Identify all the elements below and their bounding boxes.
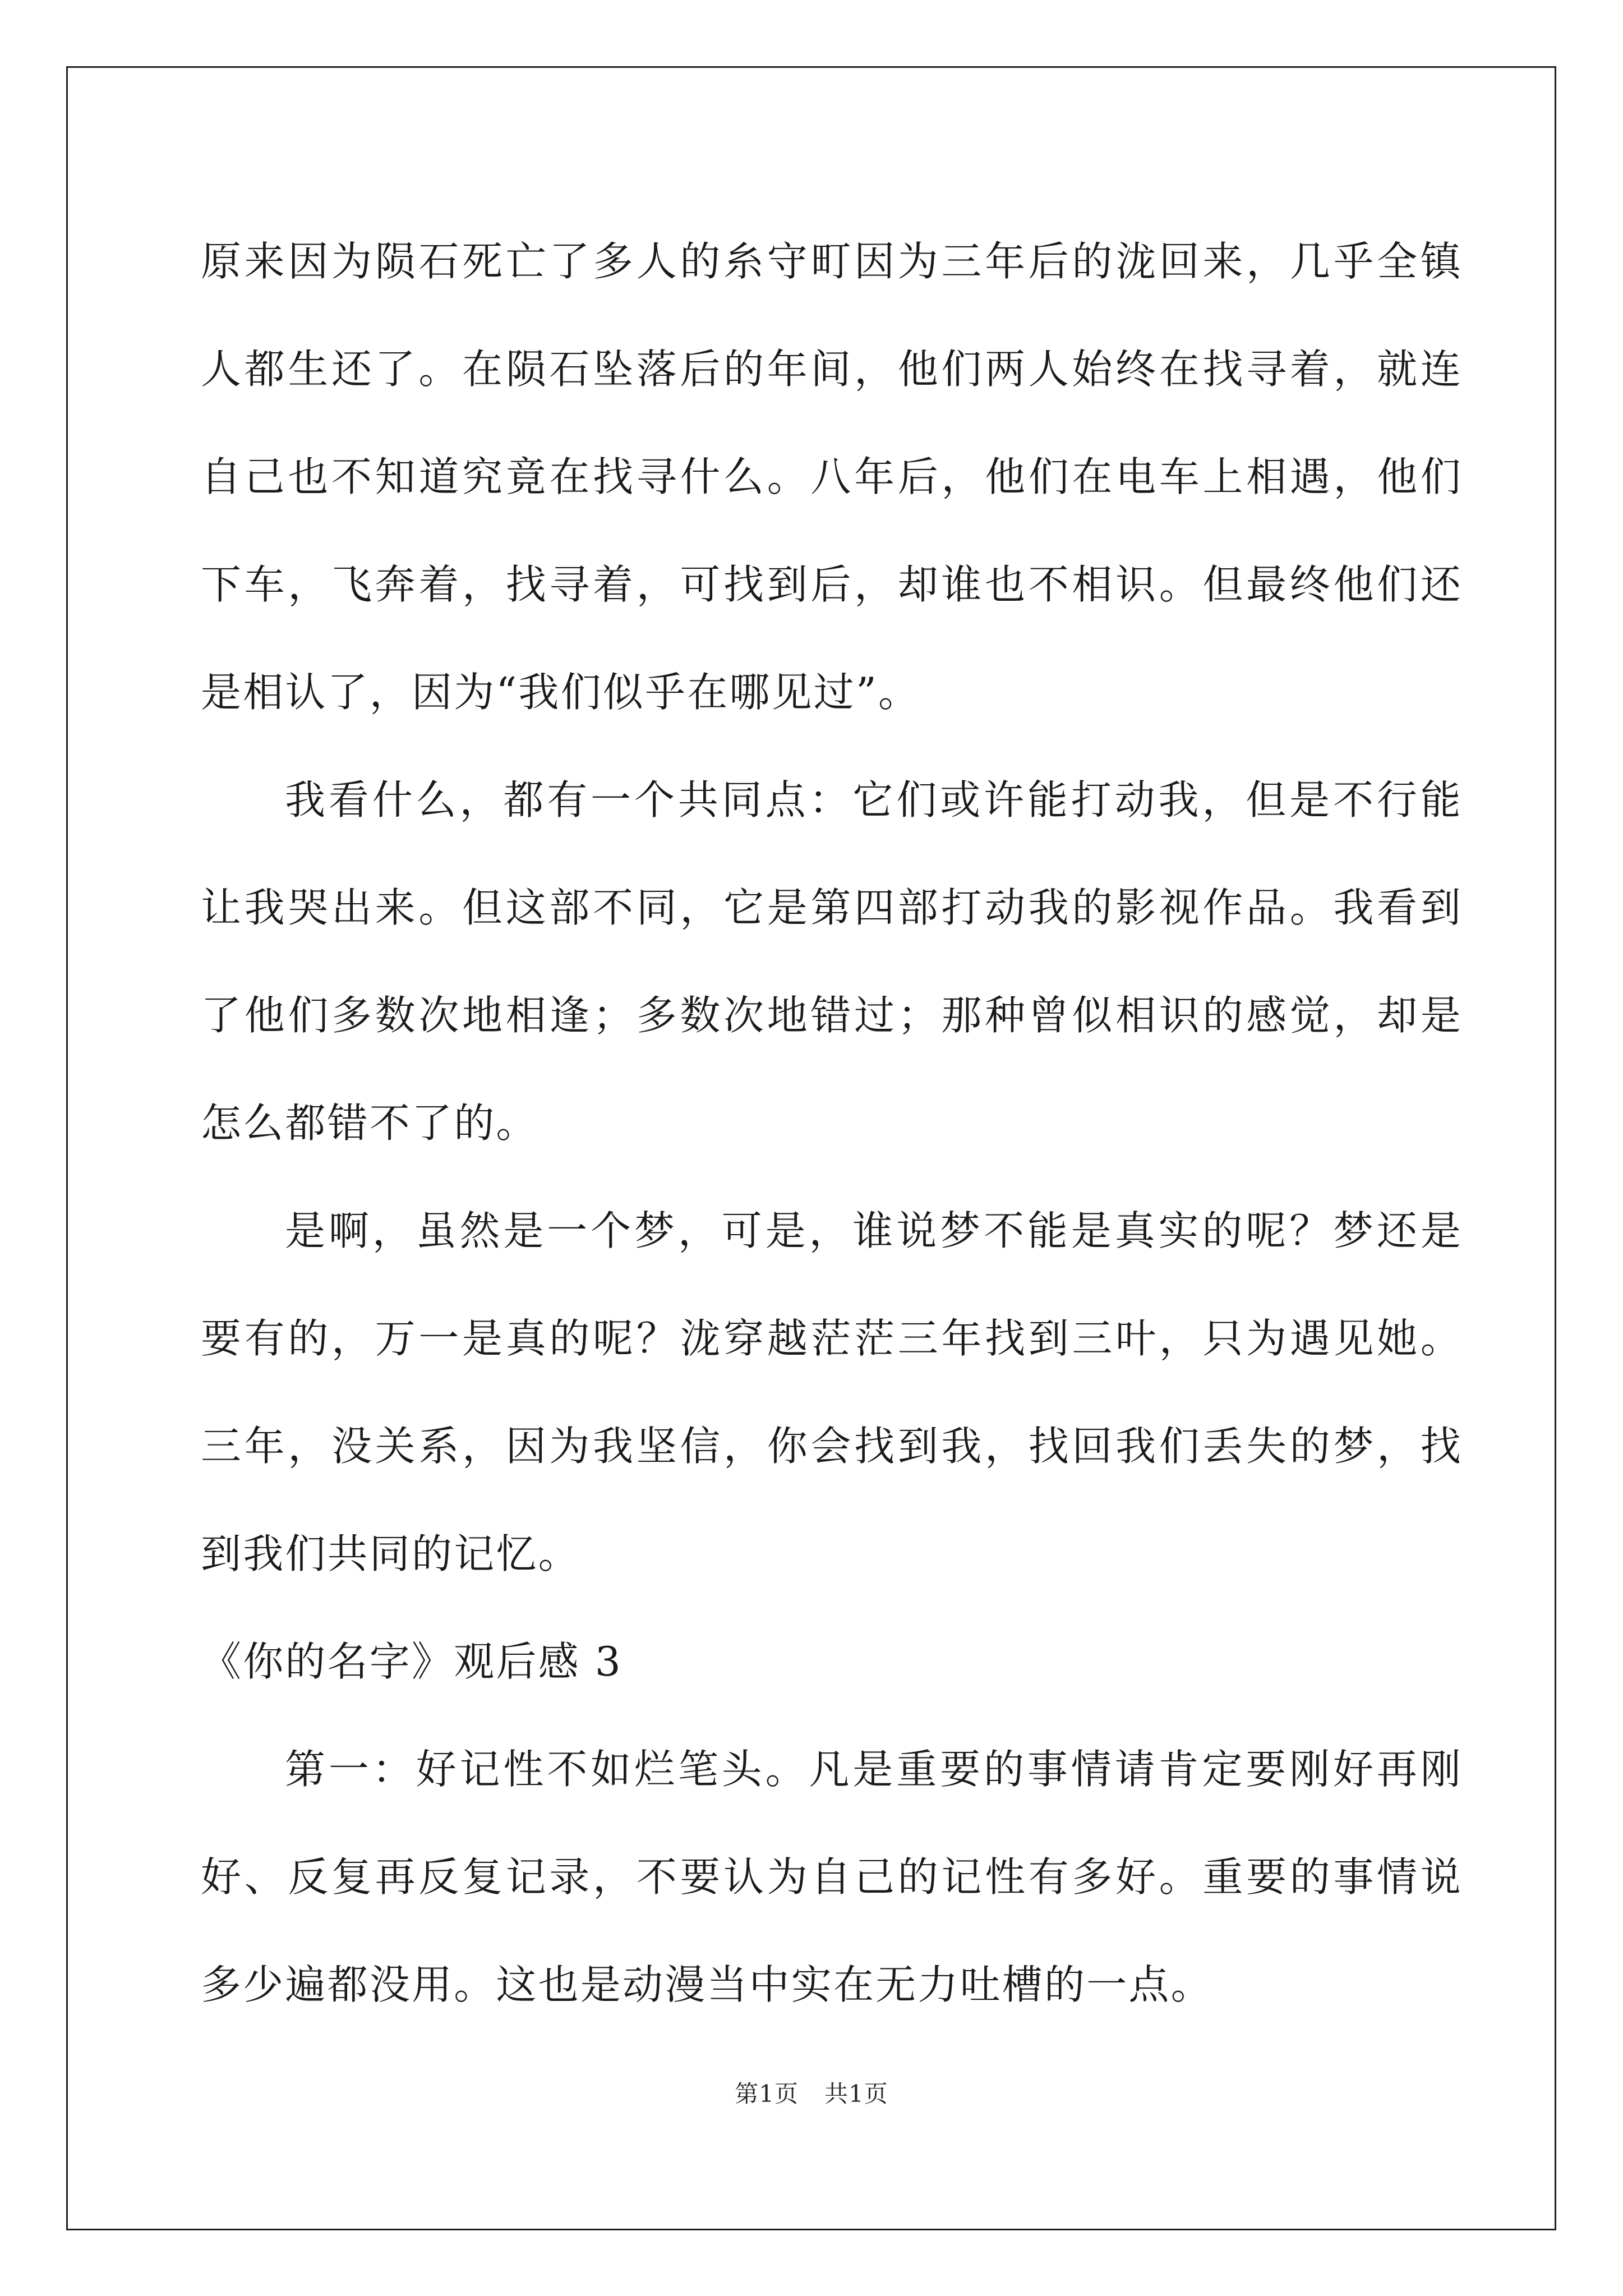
page-total: 共1页 — [824, 2080, 888, 2108]
paragraph-4: 第一：好记性不如烂笔头。凡是重要的事情请肯定要刚好再刚好、反复再反复记录，不要认为自己的记性有多好。重要的事情说多少遍都没用。这也是动漫当中实在无力吐槽的一点。 — [201, 1746, 1463, 2008]
page-number: 第1页 — [735, 2080, 799, 2108]
page-footer — [0, 2076, 1623, 2109]
paragraph-2: 我看什么，都有一个共同点：它们或许能打动我，但是不行能让我哭出来。但这部不同，它是第四部打动我的影视作品。我看到了他们多数次地相逢；多数次地错过；那种曾似相识的感觉，却是怎么都错不了的。 — [201, 776, 1463, 1147]
paragraph-1: 原来因为陨石死亡了多人的糸守町因为三年后的泷回来，几乎全镇人都生还了。在陨石坠落后的年间，他们两人始终在找寻着，就连自己也不知道究竟在找寻什么。八年后，他们在电车上相遇，他们下车，飞奔着，找寻着，可找到后，却谁也不相识。但最终他们还是相认了，因为“我们似乎在哪见过”。 — [201, 238, 1463, 716]
section-heading: 《你的名字》观后感 3 — [201, 1638, 623, 1685]
paragraph-3: 是啊，虽然是一个梦，可是，谁说梦不能是真实的呢？梦还是要有的，万一是真的呢？泷穿越茫茫三年找到三叶，只为遇见她。三年，没关系，因为我坚信，你会找到我，找回我们丢失的梦，找到我们共同的记忆。 — [201, 1207, 1463, 1577]
document-body — [201, 208, 1463, 2039]
